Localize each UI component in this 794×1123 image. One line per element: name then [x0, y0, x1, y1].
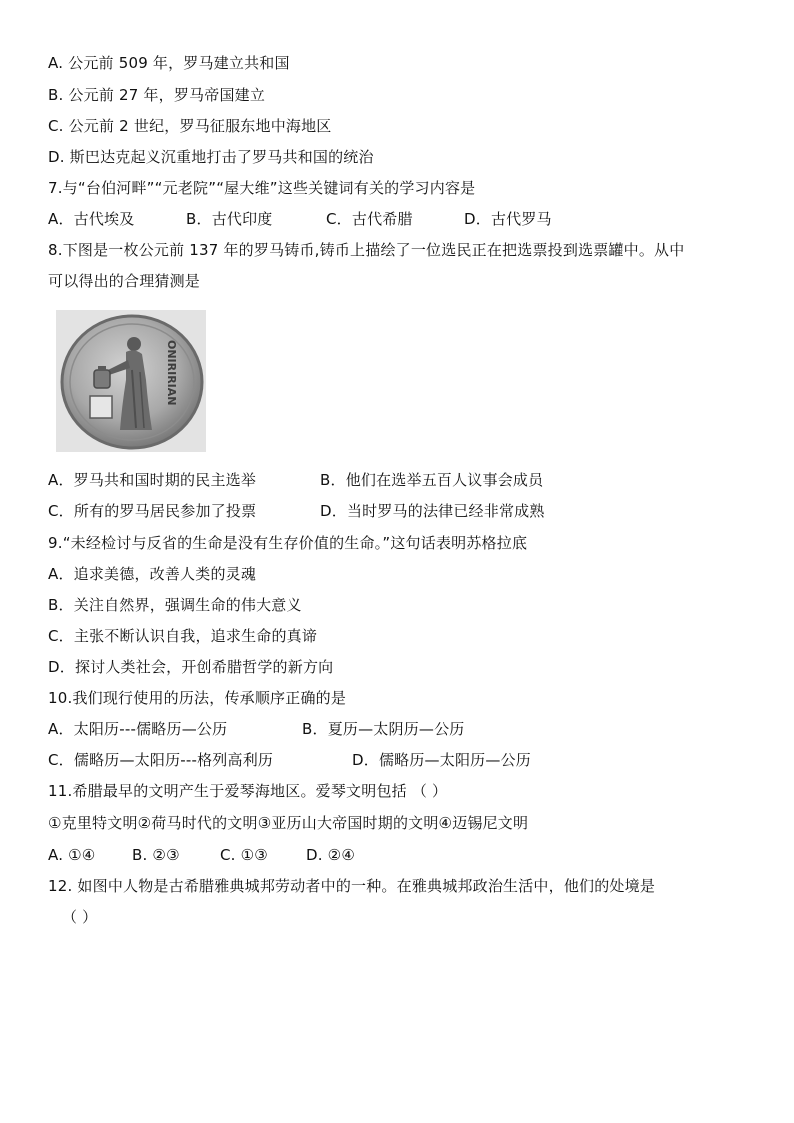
q8-option-a: A．罗马共和国时期的民主选举: [48, 471, 257, 489]
q9-option-c: C．主张不断认识自我，追求生命的真谛: [48, 627, 318, 645]
q11-option-a: A. ①④: [48, 846, 96, 864]
q9-option-b: B．关注自然界，强调生命的伟大意义: [48, 596, 302, 614]
q8-stem-line2: 可以得出的合理猜测是: [48, 272, 201, 290]
q11-items: ①克里特文明②荷马时代的文明③亚历山大帝国时期的文明④迈锡尼文明: [48, 814, 529, 832]
q7-option-a: A．古代埃及: [48, 210, 135, 228]
q11-option-d: D. ②④: [306, 846, 355, 864]
q7-stem: 7.与“台伯河畔”“元老院”“屋大维”这些关键词有关的学习内容是: [48, 179, 476, 197]
q8-stem-line1: 8.下图是一枚公元前 137 年的罗马铸币,铸币上描绘了一位选民正在把选票投到选票罐中。从中: [48, 241, 685, 259]
q10-option-c: C．儒略历—太阳历---格列高利历: [48, 751, 274, 769]
roman-coin-image: [56, 310, 206, 452]
q6-option-b: B. 公元前 27 年，罗马帝国建立: [48, 86, 266, 104]
q9-option-a: A．追求美德，改善人类的灵魂: [48, 565, 257, 583]
q12-stem: 12. 如图中人物是古希腊雅典城邦劳动者中的一种。在雅典城邦政治生活中，他们的处境是: [48, 877, 656, 895]
q10-option-d: D．儒略历—太阳历—公历: [352, 751, 531, 769]
q9-option-d: D．探讨人类社会，开创希腊哲学的新方向: [48, 658, 334, 676]
q7-option-d: D．古代罗马: [464, 210, 552, 228]
q9-stem: 9.“未经检讨与反省的生命是没有生存价值的生命。”这句话表明苏格拉底: [48, 534, 528, 552]
q6-option-c: C. 公元前 2 世纪，罗马征服东地中海地区: [48, 117, 332, 135]
q8-option-d: D．当时罗马的法律已经非常成熟: [320, 502, 545, 520]
q8-option-b: B．他们在选举五百人议事会成员: [320, 471, 544, 489]
coin-legend-text: ONIRIRIAN: [165, 340, 178, 406]
q6-option-d: D. 斯巴达克起义沉重地打击了罗马共和国的统治: [48, 148, 374, 166]
q11-option-b: B. ②③: [132, 846, 180, 864]
roman-coin-voter-icon: [56, 310, 206, 452]
q10-stem: 10.我们现行使用的历法，传承顺序正确的是: [48, 689, 347, 707]
q12-answer-parens: （ ）: [62, 908, 98, 926]
q8-option-c: C．所有的罗马居民参加了投票: [48, 502, 257, 520]
q10-option-b: B．夏历—太阴历—公历: [302, 720, 465, 738]
q10-option-a: A．太阳历---儒略历—公历: [48, 720, 228, 738]
q7-option-b: B．古代印度: [186, 210, 273, 228]
q7-option-c: C．古代希腊: [326, 210, 413, 228]
q11-option-c: C. ①③: [220, 846, 268, 864]
q6-option-a: A. 公元前 509 年，罗马建立共和国: [48, 54, 290, 72]
q11-stem: 11.希腊最早的文明产生于爱琴海地区。爱琴文明包括 （ ）: [48, 782, 448, 800]
